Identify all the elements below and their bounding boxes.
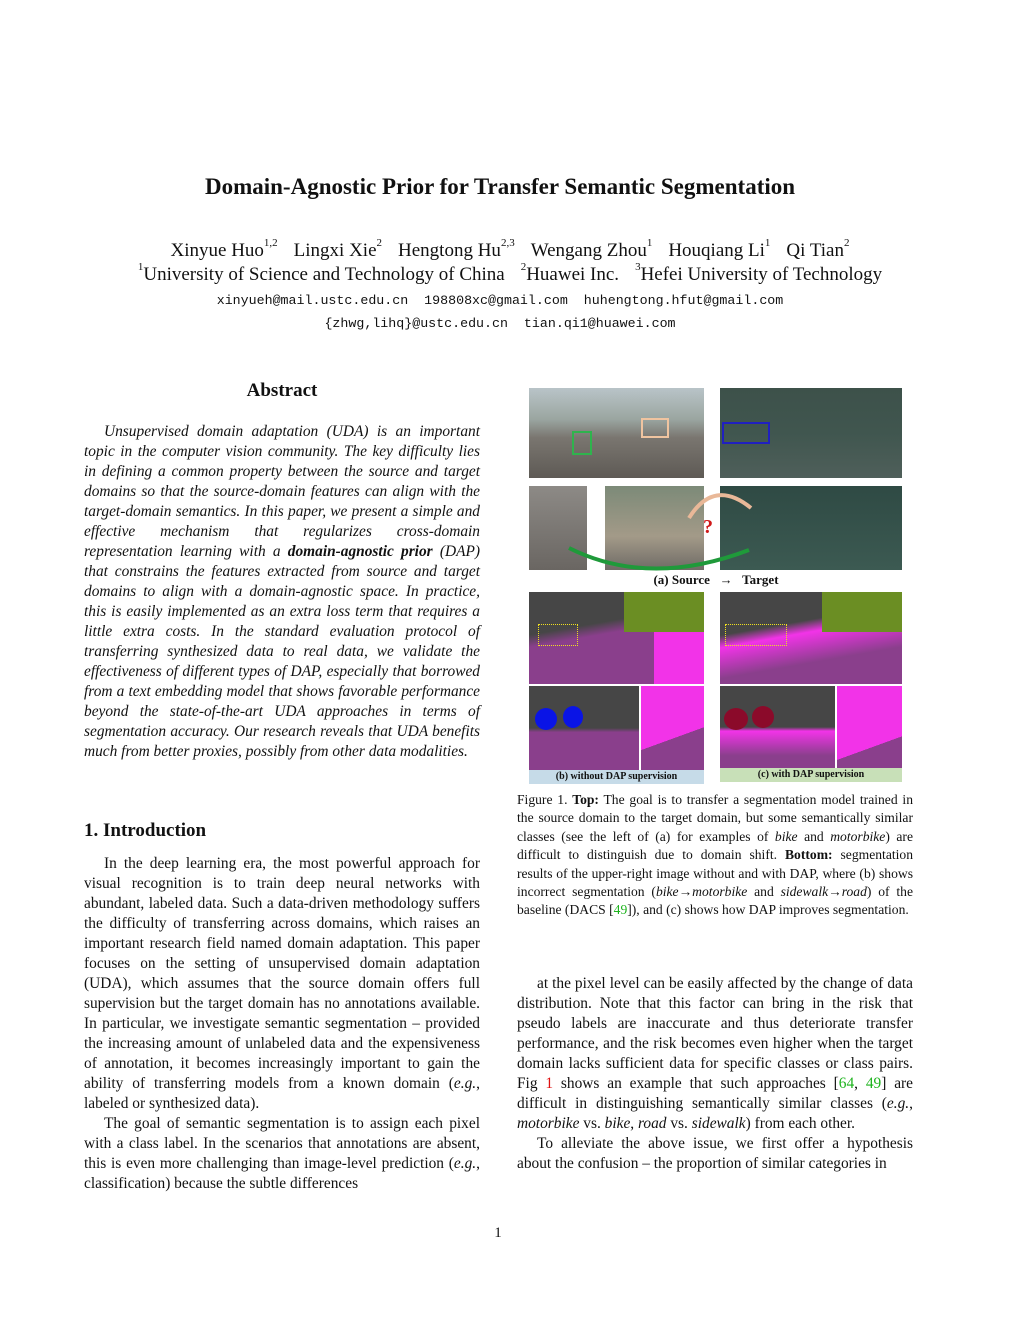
source-street-image — [529, 388, 704, 478]
paragraph — [517, 1134, 913, 1174]
target-label: Target — [742, 572, 779, 587]
text-span: and — [797, 828, 831, 844]
transfer-arrows — [529, 478, 903, 578]
text-span: bike→motorbike — [655, 884, 748, 900]
text-span: ) are difficult to distinguish due to domain shift. — [517, 828, 913, 863]
text-span: , classification) because the subtle differences — [84, 1155, 480, 1192]
text-span: Top: — [572, 792, 599, 807]
text-span: shows an example that such approaches [ — [553, 1075, 839, 1092]
abstract-body — [84, 422, 480, 762]
text-span: (DAP) that constrains the features extracted from source and target domains to align with a domain-agnostic space. In practice, this is easily implemented as an extra loss term that requires a little extra costs. In the standard evaluation protocol of transferring synthesized data to real data, we validate the effectiveness of different types of DAP, especially that borrowed from a text embedding model that shows favorable performance beyond the state-of-the-art UDA approaches in terms of segmentation accuracy. Our research reveals that UDA benefits much from better proxies, possibly from other data modalities. — [84, 543, 480, 760]
text-span: motorbike — [517, 1115, 580, 1132]
text-span: In the deep learning era, the most powerful approach for visual recognition is to train deep neural networks with abundant, labeled data. Such a data-driven methodology suffers the difficulty of transferring across domains, which raises an important research field named domain adaptation. This paper focuses on the setting of unsupervised domain adaptation (UDA), which assumes that the source domain offers full supervision but the target domain has no annotations available. In particular, we investigate semantic segmentation – provided the increasing amount of unlabeled data and the expensiveness of annotation, it becomes increasingly important to gain the ability of transferring models from a known domain ( — [84, 855, 480, 1092]
text-span: e.g. — [453, 1075, 477, 1092]
text-span: ) from each other. — [745, 1115, 856, 1132]
author-affiliation-mark: 2 — [376, 237, 383, 249]
text-span: ) of the baseline (DACS [ — [517, 884, 913, 918]
author-affiliation-mark: 2 — [843, 237, 850, 249]
target-street-image — [720, 388, 902, 478]
text-span: segmentation results of the upper-right image without and with DAP, where (b) shows incorrect segmentation ( — [517, 847, 913, 900]
source-label: (a) Source — [653, 572, 710, 587]
text-span: The goal is to transfer a segmentation model trained in the source domain to the target domain, but some semantically similar classes (see the left of (a) for examples of — [517, 792, 913, 844]
author-list — [0, 237, 1020, 262]
figure-1-caption — [517, 791, 913, 920]
arrow-label: → — [719, 572, 733, 587]
text-span: bike — [604, 1115, 631, 1132]
affiliation: $^3$Hefei University of Technology — [635, 261, 883, 285]
text-span: , — [630, 1115, 638, 1132]
text-span: motorbike — [830, 828, 886, 844]
author-affiliation-mark: 1 — [646, 237, 653, 249]
paragraph — [84, 422, 480, 762]
affiliation-list — [0, 261, 1020, 286]
label-with-dap: (c) with DAP supervision — [720, 768, 902, 782]
paragraph — [517, 791, 913, 920]
paragraph — [84, 854, 480, 1114]
zoom-sidewalk-with-dap — [837, 686, 902, 768]
paragraph — [84, 1114, 480, 1194]
author-name: Hengtong Hu$^{2,3}$ — [398, 237, 515, 261]
text-span: Figure 1. — [517, 792, 573, 807]
text-span: sidewalk — [691, 1115, 746, 1132]
text-span: vs. — [666, 1115, 692, 1132]
bike-highlight-box — [572, 431, 592, 455]
introduction-right-column — [517, 974, 913, 1174]
affiliation: $^1$University of Science and Technology of China — [137, 261, 505, 285]
text-span: e.g. — [886, 1095, 910, 1112]
page-number: 1 — [494, 1225, 502, 1241]
paragraph — [517, 974, 913, 1134]
citation-link[interactable]: 49 — [865, 1075, 882, 1092]
citation-link[interactable]: 49 — [613, 902, 628, 918]
text-span: Bottom: — [784, 847, 833, 863]
author-affiliation-mark: 1 — [764, 237, 771, 249]
text-span: , — [854, 1075, 866, 1092]
author-name: Wengang Zhou$^1$ — [530, 237, 653, 261]
source-target-label — [529, 572, 903, 588]
text-span: bike — [774, 828, 798, 844]
text-span: at the pixel level can be easily affected by the change of data distribution. Note that this factor can bring in the risk that pseudo labels are inaccurate and thus deteriorate transfer performance, and the risk becomes even higher when the target domain lacks sufficient data for specific classes or class pairs. Fig — [517, 975, 913, 1092]
author-name: Lingxi Xie$^2$ — [293, 237, 383, 261]
text-span: The goal of semantic segmentation is to assign each pixel with a class label. In the scenarios that annotations are absent, this is even more challenging than image-level prediction ( — [84, 1115, 480, 1172]
text-span: domain-agnostic prior — [287, 543, 433, 560]
introduction-left-column — [84, 854, 480, 1194]
text-span: , — [909, 1095, 913, 1112]
target-highlight-box — [722, 422, 770, 444]
zoom-bike-with-dap — [720, 686, 835, 768]
abstract-heading: Abstract — [246, 380, 318, 401]
emails-line-2: {zhwg,lihq}@ustc.edu.cn tian.qi1@huawei.com — [324, 316, 676, 331]
affiliation: $^2$Huawei Inc. — [520, 261, 620, 285]
paper-title: Domain-Agnostic Prior for Transfer Semantic Segmentation — [204, 174, 796, 199]
text-span: road — [637, 1115, 667, 1132]
author-affiliation-mark: 2,3 — [500, 237, 515, 249]
emails-line-1: xinyueh@mail.ustc.edu.cn 198808xc@gmail.com huhengtong.hfut@gmail.com — [216, 293, 784, 308]
text-span: ] are difficult in distinguishing semantically similar classes ( — [517, 1075, 913, 1112]
text-span: ]), and (c) shows how DAP improves segmentation. — [627, 902, 909, 918]
segmentation-with-dap — [720, 592, 902, 684]
motorbike-highlight-box — [641, 418, 669, 438]
text-span: Unsupervised domain adaptation (UDA) is an important topic in the computer vision community. The key difficulty lies in defining a common property between the source and target domains so that the source-domain features can align with the target-domain semantics. In this paper, we present a simple and effective mechanism that regularizes cross-domain representation learning with a — [84, 423, 480, 560]
figure-1 — [529, 388, 903, 784]
author-name: Xinyue Huo$^{1,2}$ — [170, 237, 278, 261]
text-span: , labeled or synthesized data). — [84, 1075, 480, 1112]
text-span: and — [747, 884, 781, 900]
introduction-heading: 1. Introduction — [84, 820, 207, 841]
author-name: Qi Tian$^2$ — [786, 237, 850, 261]
author-affiliation-mark: 1,2 — [263, 237, 278, 249]
segmentation-without-dap — [529, 592, 704, 684]
zoom-bike-without-dap — [529, 686, 639, 770]
zoom-sidewalk-without-dap — [641, 686, 704, 770]
text-span: e.g. — [453, 1155, 477, 1172]
label-without-dap: (b) without DAP supervision — [529, 770, 704, 784]
author-name: Houqiang Li$^1$ — [668, 237, 771, 261]
question-mark: ? — [703, 516, 713, 538]
text-span: vs. — [579, 1115, 605, 1132]
text-span: sidewalk→road — [780, 884, 867, 900]
figure-link[interactable]: 1 — [545, 1075, 554, 1092]
text-span: To alleviate the above issue, we first offer a hypothesis about the confusion – the proportion of similar categories in — [517, 1135, 913, 1172]
citation-link[interactable]: 64 — [838, 1075, 855, 1092]
